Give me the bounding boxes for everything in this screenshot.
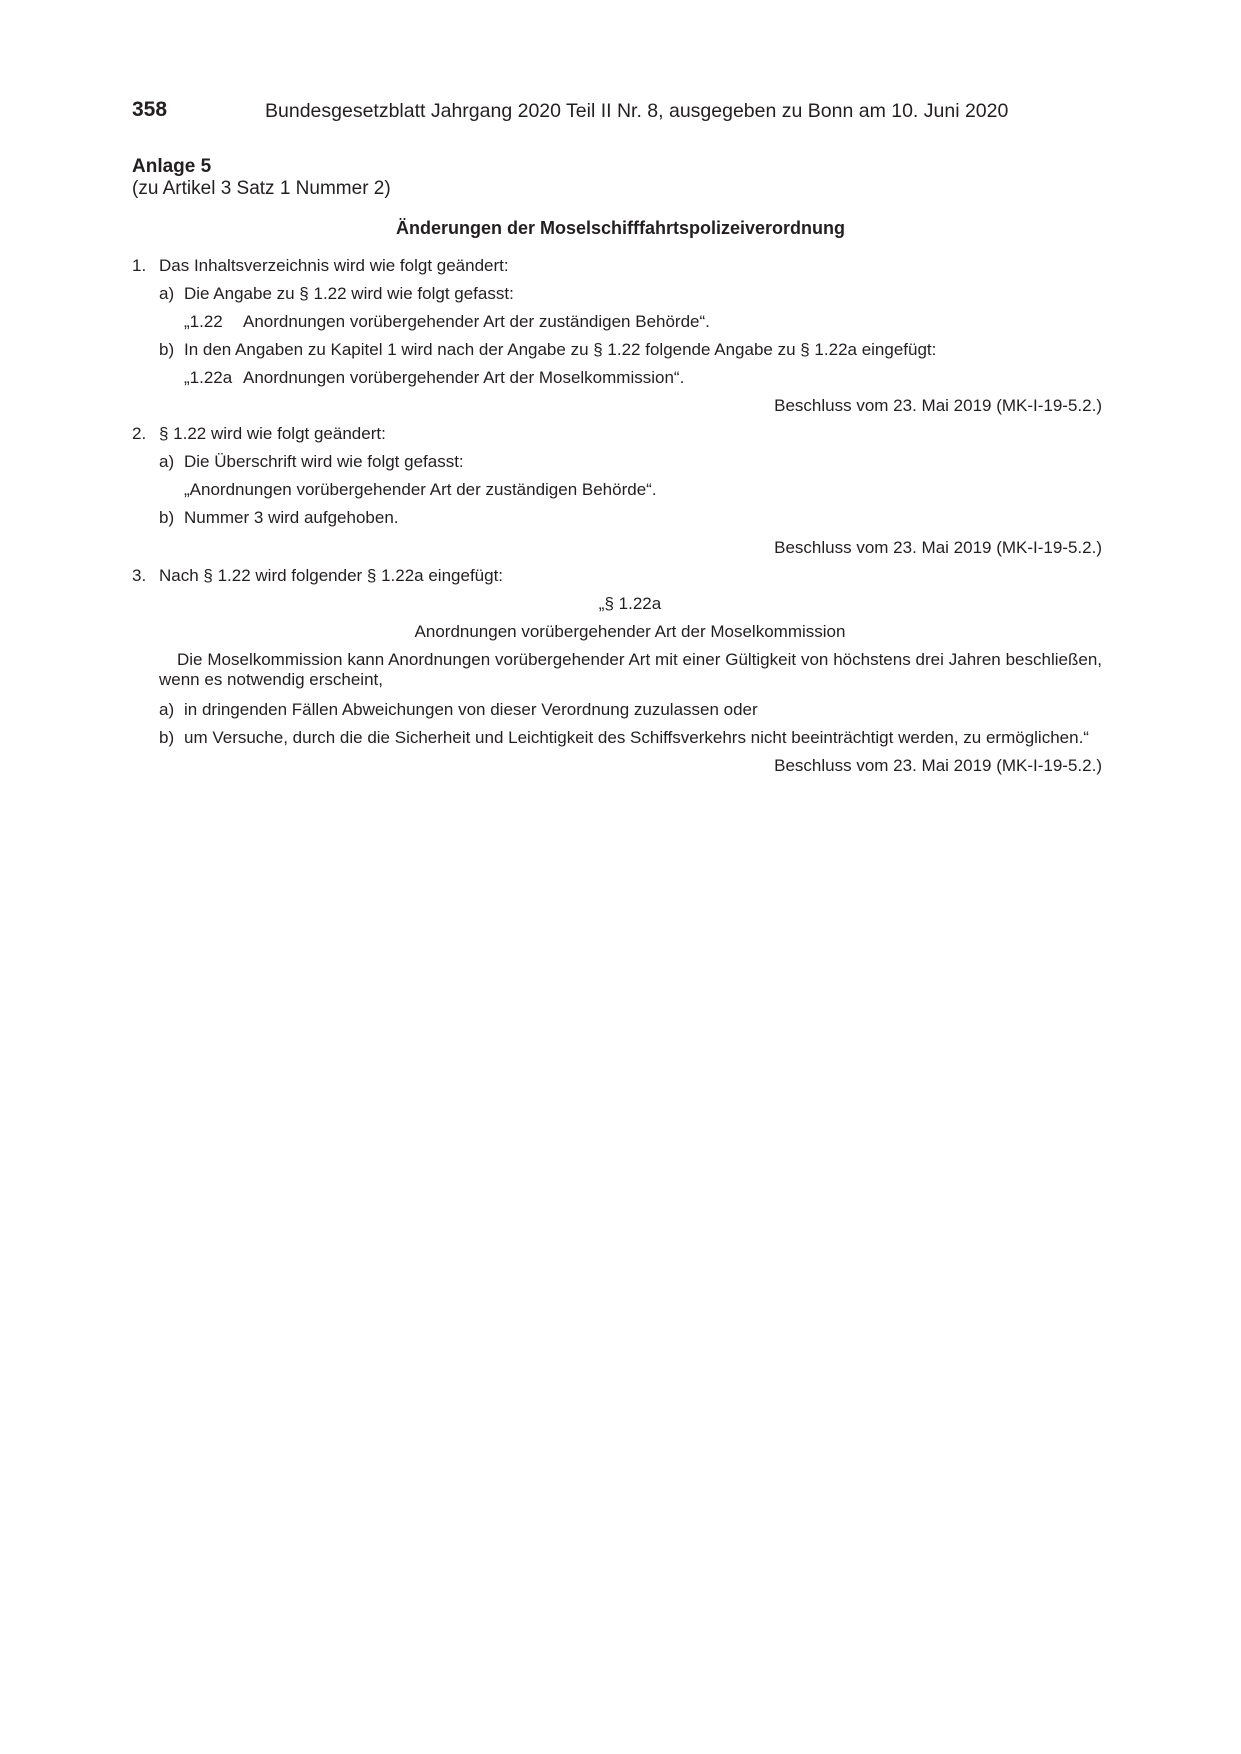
quote-text: Anordnungen vorübergehender Art der zuständigen Behörde“.	[243, 312, 710, 331]
running-header: Bundesgesetzblatt Jahrgang 2020 Teil II Nr. 8, ausgegeben zu Bonn am 10. Juni 2020	[265, 100, 1009, 122]
item-text: § 1.22 wird wie folgt geändert:	[159, 424, 386, 443]
subitem-text: Nummer 3 wird aufgehoben.	[184, 508, 399, 527]
subitem-label: b)	[159, 508, 175, 527]
quote-number: „1.22	[184, 312, 223, 331]
section-number: „§ 1.22a	[598, 594, 662, 613]
item-text: Nach § 1.22 wird folgender § 1.22a eingefügt:	[159, 566, 504, 585]
subitem-label: b)	[159, 340, 175, 359]
annex-reference: (zu Artikel 3 Satz 1 Nummer 2)	[132, 178, 391, 199]
item-number: 2.	[132, 424, 147, 443]
subitem-text: Die Überschrift wird wie folgt gefasst:	[184, 452, 464, 471]
item-number: 1.	[132, 256, 147, 275]
subitem-text: in dringenden Fällen Abweichungen von dieser Verordnung zuzulassen oder	[184, 700, 758, 719]
section-title: Anordnungen vorübergehender Art der Moselkommission	[414, 622, 846, 641]
subitem-label: b)	[159, 728, 175, 747]
subitem-text: um Versuche, durch die die Sicherheit und Leichtigkeit des Schiffsverkehrs nicht beeinträchtigt werden, zu ermöglichen.“	[184, 728, 1089, 747]
annex-title: Anlage 5	[132, 156, 212, 177]
resolution-note: Beschluss vom 23. Mai 2019 (MK-I-19-5.2.)	[774, 396, 1102, 415]
subitem-label: a)	[159, 700, 175, 719]
subitem-text: Die Angabe zu § 1.22 wird wie folgt gefasst:	[184, 284, 514, 303]
page-number: 358	[132, 98, 168, 121]
subitem-label: a)	[159, 284, 175, 303]
subitem-text: In den Angaben zu Kapitel 1 wird nach der Angabe zu § 1.22 folgende Angabe zu § 1.22a eingefügt:	[184, 340, 937, 359]
quote-text: Anordnungen vorübergehender Art der Moselkommission“.	[243, 368, 685, 387]
quote-text: „Anordnungen vorübergehender Art der zuständigen Behörde“.	[184, 480, 657, 499]
resolution-note: Beschluss vom 23. Mai 2019 (MK-I-19-5.2.)	[774, 756, 1102, 775]
document-title: Änderungen der Moselschifffahrtspolizeiverordnung	[395, 218, 846, 238]
quote-number: „1.22a	[184, 368, 233, 387]
item-number: 3.	[132, 566, 147, 585]
resolution-note: Beschluss vom 23. Mai 2019 (MK-I-19-5.2.)	[774, 538, 1102, 557]
section-paragraph: Die Moselkommission kann Anordnungen vorübergehender Art mit einer Gültigkeit von höchstens drei Jahren beschließen, wenn es notwendig erscheint,	[159, 650, 1102, 689]
subitem-label: a)	[159, 452, 175, 471]
item-text: Das Inhaltsverzeichnis wird wie folgt geändert:	[159, 256, 509, 275]
